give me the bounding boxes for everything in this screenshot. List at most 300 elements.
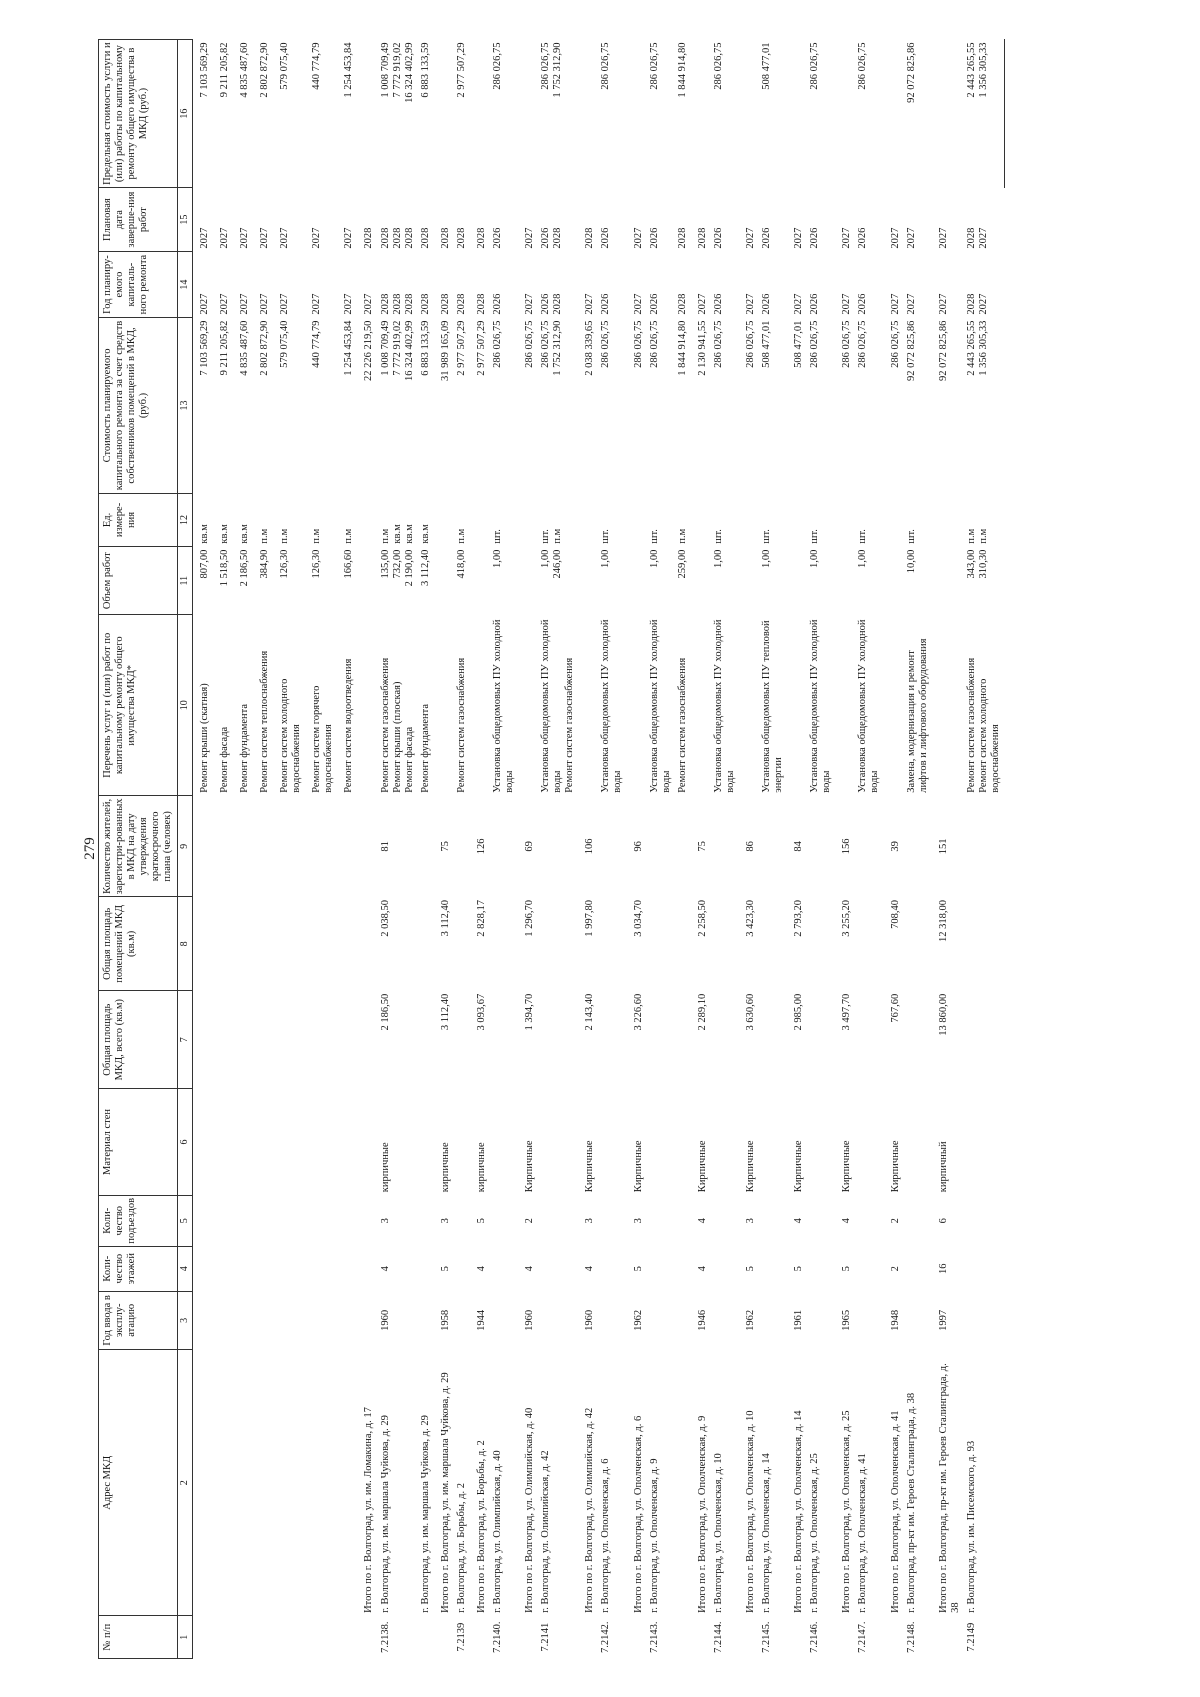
end-date-cell — [518, 188, 538, 252]
limit-cost-cell-line — [841, 43, 853, 185]
row-number: 7.2138. — [379, 1621, 391, 1653]
address-cell: г. Волгоград, ул. Ополченская, д. 14 — [761, 1453, 772, 1613]
limit-cost-cell — [807, 40, 835, 188]
wall-material-cell — [904, 1089, 932, 1196]
limit-cost-cell-line — [363, 43, 375, 185]
table-row — [490, 40, 518, 1659]
total-area-cell — [964, 991, 1004, 1089]
plan-year-cell — [711, 252, 739, 318]
plan-year-cell — [787, 252, 807, 318]
entrances-cell — [273, 1195, 305, 1246]
end-date-cell-line: 2028 — [475, 227, 487, 249]
table-row — [378, 40, 418, 1659]
volume-cell — [835, 547, 855, 615]
wall-material-cell: Кирпичные — [632, 1140, 644, 1193]
floors-cell — [213, 1246, 233, 1291]
cost-cell-line: 579 075,40 — [279, 320, 291, 368]
column-number-cell: 14 — [178, 252, 193, 318]
end-date-cell-line: 2027 — [937, 227, 949, 249]
plan-year-cell-line: 2028 — [965, 293, 977, 315]
work-list-cell — [357, 615, 377, 796]
rooms-area-cell — [675, 897, 691, 991]
wall-material-cell: Кирпичные — [889, 1140, 901, 1193]
volume-cell-line: 1,00 — [857, 549, 869, 568]
cost-cell-line: 2 443 265,55 — [965, 320, 977, 376]
unit-cell-line: кв.м — [403, 524, 415, 544]
volume-cell — [964, 547, 1004, 615]
work-list-cell — [711, 615, 739, 796]
row-number — [932, 1616, 964, 1659]
work-list-cell-line: Ремонт систем газоснабжения — [379, 657, 391, 793]
residents-cell: 106 — [584, 838, 596, 855]
floors-cell: 16 — [937, 1263, 949, 1274]
entrances-cell: 3 — [744, 1218, 756, 1224]
entrances-cell — [253, 1195, 273, 1246]
column-number-cell: 1 — [178, 1616, 193, 1659]
wall-material-cell — [759, 1089, 787, 1196]
total-row — [932, 40, 964, 1659]
floors-cell — [964, 1246, 1004, 1291]
cost-cell — [627, 318, 647, 494]
end-date-cell — [964, 188, 1004, 252]
floors-cell — [418, 1246, 434, 1291]
limit-cost-cell-line: 440 774,79 — [311, 42, 323, 90]
wall-material-cell: Кирпичные — [744, 1140, 756, 1193]
residents-cell: 156 — [841, 838, 853, 855]
plan-year-cell — [454, 252, 470, 318]
entrances-cell — [192, 1195, 213, 1246]
total-row — [213, 40, 233, 1659]
cost-cell-line: 2 130 941,55 — [696, 320, 708, 376]
entrances-cell — [647, 1195, 675, 1246]
unit-cell — [807, 493, 835, 546]
end-date-cell-line: 2026 — [600, 227, 612, 249]
plan-year-cell — [337, 252, 357, 318]
column-number-cell: 12 — [178, 493, 193, 546]
volume-cell — [378, 547, 418, 615]
rooms-area-cell: 708,40 — [889, 899, 901, 929]
residents-cell: 75 — [439, 841, 451, 852]
unit-cell — [759, 493, 787, 546]
end-date-cell — [213, 188, 233, 252]
floors-cell — [855, 1246, 883, 1291]
end-date-cell — [627, 188, 647, 252]
work-list-cell — [627, 615, 647, 796]
unit-cell — [598, 493, 626, 546]
volume-cell-line: 1,00 — [761, 549, 772, 568]
plan-year-cell-line: 2026 — [857, 293, 869, 315]
total-area-cell — [305, 991, 337, 1089]
plan-year-cell-line: 2027 — [905, 293, 917, 315]
rooms-area-cell: 1 296,70 — [524, 899, 536, 937]
cost-cell — [337, 318, 357, 494]
header-row — [99, 40, 178, 1659]
end-date-cell — [904, 188, 932, 252]
rooms-area-cell — [233, 897, 253, 991]
rooms-area-cell: 1 997,80 — [584, 899, 596, 937]
residents-cell: 151 — [937, 838, 949, 855]
row-number: 7.2143. — [648, 1621, 660, 1653]
end-date-cell — [273, 188, 305, 252]
limit-cost-cell-line — [697, 43, 709, 185]
unit-cell-line: шт. — [857, 529, 869, 544]
plan-year-cell — [904, 252, 932, 318]
header-cell: Коли-чество подъездов — [99, 1195, 178, 1246]
entrances-cell — [305, 1195, 337, 1246]
table-row — [647, 40, 675, 1659]
plan-year-cell — [932, 252, 964, 318]
address-cell: Итого по г. Волгоград, ул. Олимпийская, д. 42 — [584, 1407, 596, 1613]
residents-cell: 84 — [793, 841, 805, 852]
rooms-area-cell — [759, 897, 787, 991]
work-list-cell — [598, 615, 626, 796]
end-date-cell — [538, 188, 578, 252]
work-list-cell — [518, 615, 538, 796]
limit-cost-cell — [759, 40, 787, 188]
rooms-area-cell: 2 258,50 — [696, 899, 708, 937]
address-cell — [213, 1350, 233, 1616]
header-cell: Общая площадь МКД, всего (кв.м) — [99, 991, 178, 1089]
cost-cell — [964, 318, 1004, 494]
floors-cell — [759, 1246, 787, 1291]
limit-cost-cell-line — [524, 43, 536, 185]
work-list-cell — [787, 615, 807, 796]
year-built-cell: 1962 — [632, 1309, 644, 1331]
row-number: 7.2144. — [712, 1621, 724, 1653]
address-cell: г. Волгоград, ул. Борьбы, д. 2 — [455, 1482, 467, 1613]
work-list-cell — [253, 615, 273, 796]
cost-cell-line: 7 103 569,29 — [198, 320, 210, 376]
volume-cell — [807, 547, 835, 615]
year-built-cell — [711, 1291, 739, 1350]
residents-cell — [418, 796, 434, 897]
floors-cell — [233, 1246, 253, 1291]
end-date-cell — [884, 188, 904, 252]
cost-cell — [357, 318, 377, 494]
unit-cell-line: кв.м — [391, 524, 403, 544]
year-built-cell — [598, 1291, 626, 1350]
unit-cell — [691, 493, 711, 546]
work-list-cell-line: Установка общедомовых ПУ холодной воды — [491, 619, 515, 793]
limit-cost-cell-line: 1 752 312,90 — [552, 42, 564, 98]
entrances-cell: 2 — [524, 1218, 536, 1224]
volume-cell-line: 418,00 — [455, 549, 467, 579]
cost-cell — [233, 318, 253, 494]
total-row — [691, 40, 711, 1659]
column-number-row — [178, 40, 193, 1659]
work-list-cell-line: Ремонт фундамента — [239, 703, 250, 793]
entrances-cell — [711, 1195, 739, 1246]
volume-cell-line: 3 112,40 — [419, 549, 431, 586]
total-area-cell: 2 143,40 — [584, 993, 596, 1031]
plan-year-cell — [233, 252, 253, 318]
wall-material-cell — [454, 1089, 470, 1196]
work-list-cell-line: Установка общедомовых ПУ холодной воды — [600, 619, 624, 793]
total-area-cell: 1 394,70 — [524, 993, 536, 1031]
floors-cell — [253, 1246, 273, 1291]
limit-cost-cell-line — [890, 43, 902, 185]
plan-year-cell-line: 2027 — [889, 293, 901, 315]
row-number — [233, 1616, 253, 1659]
header-cell: Предельная стоимость услуги и (или) работы по капитальному ремонту общего имущества в МКД (руб.) — [99, 40, 178, 188]
volume-cell — [932, 547, 964, 615]
address-cell: Итого по г. Волгоград, ул. Ополченская, д. 10 — [744, 1410, 756, 1613]
row-number — [357, 1616, 377, 1659]
row-number — [434, 1616, 454, 1659]
year-built-cell: 1962 — [744, 1309, 756, 1331]
residents-cell — [759, 796, 787, 897]
unit-cell — [932, 493, 964, 546]
total-area-cell: 13 860,00 — [937, 993, 949, 1036]
row-number: 7.2141 — [540, 1622, 552, 1652]
work-list-cell — [213, 615, 233, 796]
cost-cell — [490, 318, 518, 494]
row-number — [337, 1616, 357, 1659]
entrances-cell — [964, 1195, 1004, 1246]
cost-cell — [470, 318, 490, 494]
volume-cell — [647, 547, 675, 615]
address-cell — [192, 1350, 213, 1616]
unit-cell-line: шт. — [648, 529, 660, 544]
volume-cell-line: 126,30 — [311, 549, 323, 579]
work-list-cell-line: Установка общедомовых ПУ холодной воды — [857, 619, 881, 793]
work-list-cell — [964, 615, 1004, 796]
floors-cell: 5 — [439, 1266, 451, 1272]
cost-cell-line: 22 226 219,50 — [363, 320, 375, 381]
row-number — [627, 1616, 647, 1659]
year-built-cell — [759, 1291, 787, 1350]
end-date-cell — [490, 188, 518, 252]
total-row — [627, 40, 647, 1659]
work-list-cell-line: Ремонт систем водоотведения — [343, 658, 355, 793]
row-number: 7.2147. — [857, 1621, 869, 1653]
year-built-cell — [675, 1291, 691, 1350]
cost-cell-line: 4 835 487,60 — [239, 320, 250, 376]
work-list-cell — [759, 615, 787, 796]
plan-year-cell — [598, 252, 626, 318]
volume-cell-line: 1,00 — [809, 549, 821, 568]
unit-cell-line: п.м — [552, 528, 564, 544]
volume-cell — [578, 547, 598, 615]
work-list-cell — [578, 615, 598, 796]
end-date-cell — [759, 188, 787, 252]
entrances-cell — [675, 1195, 691, 1246]
limit-cost-cell — [787, 40, 807, 188]
plan-year-cell-line: 2026 — [491, 293, 503, 315]
entrances-cell — [490, 1195, 518, 1246]
rooms-area-cell — [807, 897, 835, 991]
end-date-cell-line: 2027 — [311, 227, 323, 249]
entrances-cell — [855, 1195, 883, 1246]
rooms-area-cell — [337, 897, 357, 991]
total-area-cell: 2 186,50 — [379, 993, 391, 1031]
volume-cell — [213, 547, 233, 615]
plan-year-cell-line: 2027 — [198, 293, 210, 315]
cost-cell — [855, 318, 883, 494]
volume-cell — [305, 547, 337, 615]
table-row — [759, 40, 787, 1659]
plan-year-cell — [739, 252, 759, 318]
work-list-cell — [418, 615, 434, 796]
total-row — [739, 40, 759, 1659]
row-number — [578, 1616, 598, 1659]
plan-year-cell-line: 2027 — [343, 293, 355, 315]
work-list-cell — [675, 615, 691, 796]
end-date-cell-line: 2027 — [841, 227, 853, 249]
table-row — [855, 40, 883, 1659]
unit-cell — [454, 493, 470, 546]
plan-year-cell-line: 2028 — [403, 293, 415, 315]
address-cell: Итого по г. Волгоград, пр-кт им. Героев Сталинграда, д. 38 — [937, 1363, 961, 1613]
column-number-cell: 13 — [178, 318, 193, 494]
address-cell: Итого по г. Волгоград, ул. Олимпийская, д. 40 — [524, 1407, 536, 1613]
year-built-cell — [357, 1291, 377, 1350]
end-date-cell — [739, 188, 759, 252]
rooms-area-cell: 12 318,00 — [937, 899, 949, 942]
residents-cell: 86 — [744, 841, 756, 852]
entrances-cell — [337, 1195, 357, 1246]
work-list-cell-line: Ремонт систем горячего водоснабжения — [311, 685, 335, 793]
volume-cell-line: 2 186,50 — [239, 549, 250, 587]
volume-cell-line: 259,00 — [676, 549, 688, 579]
row-number — [470, 1616, 490, 1659]
rooms-area-cell — [454, 897, 470, 991]
residents-cell: 39 — [889, 841, 901, 852]
wall-material-cell — [598, 1089, 626, 1196]
work-list-cell — [490, 615, 518, 796]
wall-material-cell — [213, 1089, 233, 1196]
cost-cell — [598, 318, 626, 494]
end-date-cell-line: 2028 — [379, 227, 391, 249]
total-row — [434, 40, 454, 1659]
year-built-cell — [538, 1291, 578, 1350]
entrances-cell: 4 — [841, 1218, 853, 1224]
work-list-cell — [538, 615, 578, 796]
cost-cell — [691, 318, 711, 494]
unit-cell — [418, 493, 434, 546]
unit-cell — [884, 493, 904, 546]
plan-year-cell — [578, 252, 598, 318]
table-row — [675, 40, 691, 1659]
work-list-cell-line: Ремонт систем газоснабжения — [965, 657, 977, 793]
cost-cell — [578, 318, 598, 494]
end-date-cell-line: 2028 — [552, 227, 564, 249]
end-date-cell — [454, 188, 470, 252]
end-date-cell — [470, 188, 490, 252]
volume-cell — [454, 547, 470, 615]
total-area-cell — [337, 991, 357, 1089]
cost-cell — [418, 318, 434, 494]
end-date-cell-line: 2028 — [584, 227, 596, 249]
entrances-cell: 2 — [889, 1218, 901, 1224]
unit-cell-line: шт. — [761, 529, 772, 544]
address-cell — [233, 1350, 253, 1616]
end-date-cell-line: 2027 — [239, 227, 250, 249]
column-number-cell: 3 — [178, 1291, 193, 1350]
year-built-cell — [233, 1291, 253, 1350]
plan-year-cell-line: 2028 — [475, 293, 487, 315]
work-list-cell — [305, 615, 337, 796]
floors-cell — [305, 1246, 337, 1291]
limit-cost-cell-line: 92 072 825,86 — [905, 42, 917, 103]
cost-cell-line: 286 026,75 — [540, 320, 552, 368]
limit-cost-cell-line: 286 026,75 — [600, 42, 612, 90]
work-list-cell-line: Ремонт систем холодного водоснабжения — [977, 678, 1001, 793]
header-cell: Ед. измере-ния — [99, 493, 178, 546]
table-row — [807, 40, 835, 1659]
year-built-cell: 1997 — [937, 1309, 949, 1331]
volume-cell-line: 135,00 — [379, 549, 391, 579]
volume-cell — [855, 547, 883, 615]
plan-year-cell-line: 2027 — [279, 293, 291, 315]
limit-cost-cell-line: 4 835 487,60 — [239, 42, 250, 98]
header-cell: Год ввода в эксплу-атацию — [99, 1291, 178, 1350]
row-number — [192, 1616, 213, 1659]
total-area-cell: 767,60 — [889, 993, 901, 1023]
year-built-cell: 1960 — [379, 1309, 391, 1331]
entrances-cell — [233, 1195, 253, 1246]
cost-cell-line: 508 477,01 — [793, 320, 805, 368]
rooms-area-cell — [253, 897, 273, 991]
cost-cell-line: 2 038 339,65 — [584, 320, 596, 376]
limit-cost-cell-line: 7 103 569,29 — [198, 42, 210, 98]
table-row — [964, 40, 1004, 1659]
total-area-cell — [855, 991, 883, 1089]
residents-cell — [807, 796, 835, 897]
year-built-cell — [807, 1291, 835, 1350]
limit-cost-cell — [884, 40, 904, 188]
entrances-cell — [357, 1195, 377, 1246]
cost-cell — [904, 318, 932, 494]
volume-cell — [253, 547, 273, 615]
row-number — [835, 1616, 855, 1659]
row-number — [787, 1616, 807, 1659]
total-area-cell: 3 226,60 — [632, 993, 644, 1031]
entrances-cell: 6 — [937, 1218, 949, 1224]
volume-cell-line: 1,00 — [540, 549, 552, 568]
cost-cell — [518, 318, 538, 494]
work-list-cell-line: Установка общедомовых ПУ холодной воды — [648, 619, 672, 793]
address-cell — [675, 1350, 691, 1616]
row-number — [305, 1616, 337, 1659]
limit-cost-cell — [213, 40, 233, 188]
plan-year-cell — [835, 252, 855, 318]
work-list-cell-line: Ремонт фасада — [218, 726, 230, 793]
floors-cell: 5 — [632, 1266, 644, 1272]
limit-cost-cell — [378, 40, 418, 188]
plan-year-cell-line: 2028 — [552, 293, 564, 315]
address-cell — [253, 1350, 273, 1616]
cost-cell — [739, 318, 759, 494]
end-date-cell-line: 2027 — [889, 227, 901, 249]
header-cell: Адрес МКД — [99, 1350, 178, 1616]
repair-plan-table — [98, 39, 1005, 1659]
limit-cost-cell — [964, 40, 1004, 188]
table-row — [598, 40, 626, 1659]
cost-cell-line: 286 026,75 — [857, 320, 869, 368]
unit-cell — [233, 493, 253, 546]
limit-cost-cell — [518, 40, 538, 188]
cost-cell — [884, 318, 904, 494]
end-date-cell-line: 2026 — [491, 227, 503, 249]
plan-year-cell — [253, 252, 273, 318]
cost-cell-line: 286 026,75 — [841, 320, 853, 368]
plan-year-cell-line: 2027 — [977, 293, 989, 315]
total-area-cell — [253, 991, 273, 1089]
volume-cell — [904, 547, 932, 615]
limit-cost-cell — [192, 40, 213, 188]
entrances-cell: 3 — [439, 1218, 451, 1224]
